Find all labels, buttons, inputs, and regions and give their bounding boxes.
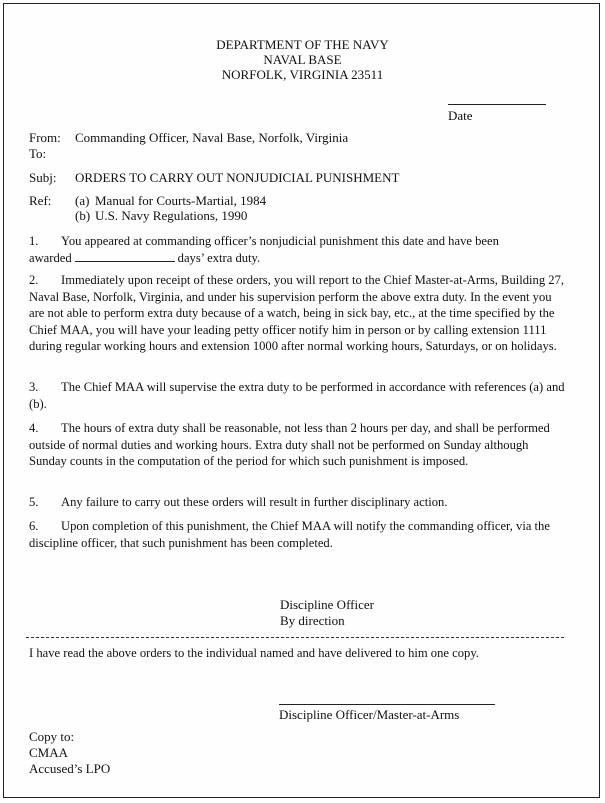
days-blank-field[interactable] [75,250,175,262]
paragraph-2-text: Immediately upon receipt of these orders, you will report to the Chief Master-at-Arms, Building 27, Naval Base, Norfolk, Virginia, and under his supervision perform the above extra duty. In the event you are not able to perform extra duty because of a watch, being in sick bay, etc., at the time specified by the Chief MAA, you will have your leading petty officer notify him in person or by calling extension 1111 during regular working hours and extension 1000 after normal working hours, Saturdays, or on holidays. [29,273,565,354]
paragraph-1-number: 1. [29,234,39,248]
ref-label: Ref: [29,193,52,208]
cut-line-divider [26,637,564,638]
ref-b-marker: (b) [75,208,91,223]
copy-to-recipient: CMAA [29,745,69,760]
paragraph-4 [29,420,569,470]
paragraph-3-text: The Chief MAA will supervise the extra duty to be performed in accordance with references (a) and (b). [29,380,565,411]
signature-line [279,704,495,705]
paragraph-1-awarded: awarded [29,250,72,265]
letterhead-department: DEPARTMENT OF THE NAVY [216,37,389,52]
to-label: To: [29,146,47,161]
paragraph-1-text: You appeared at commanding officer’s nonjudicial punishment this date and have been [61,234,499,248]
paragraph-6-text: Upon completion of this punishment, the Chief MAA will notify the commanding officer, via the discipline officer, that such punishment has been completed. [29,519,550,550]
paragraph-1 [29,233,569,266]
acknowledgement-text: I have read the above orders to the individual named and have delivered to him one copy. [29,646,479,660]
ref-b-text: U.S. Navy Regulations, 1990 [95,208,248,223]
copy-to-label: Copy to: [29,729,75,744]
signature-subtitle: By direction [280,613,345,628]
paragraph-3-number: 3. [29,380,39,394]
ref-row-b [29,208,247,224]
ref-row-a [29,193,266,209]
paragraph-5-text: Any failure to carry out these orders will result in further disciplinary action. [61,495,448,509]
paragraph-5-number: 5. [29,495,39,509]
from-label: From: [29,130,61,145]
ref-a-text: Manual for Courts-Martial, 1984 [95,193,267,208]
paragraph-3 [29,379,569,412]
letterhead-address: NORFOLK, VIRGINIA 23511 [221,67,384,82]
paragraph-1-days: days’ extra duty. [177,250,261,265]
from-value: Commanding Officer, Naval Base, Norfolk, Virginia [75,130,349,145]
from-row [29,130,348,146]
signature-title: Discipline Officer [280,597,374,612]
date-line [448,104,546,105]
paragraph-5 [29,494,569,511]
date-label: Date [448,108,473,123]
copy-to-recipient: Accused’s LPO [29,761,111,776]
paragraph-4-text: The hours of extra duty shall be reasonable, not less than 2 hours per day, and shall be performed outside of normal duties and working hours. Extra duty shall not be performed on Sunday although Sunday counts in the computation of the period for which such punishment is imposed. [29,421,550,469]
subject-row [29,170,399,186]
paragraph-2 [29,272,569,355]
subject-value: ORDERS TO CARRY OUT NONJUDICIAL PUNISHMENT [75,170,400,185]
second-signature-label: Discipline Officer/Master-at-Arms [279,707,460,722]
to-row [29,146,75,162]
letterhead-base: NAVAL BASE [263,52,342,67]
ref-a-marker: (a) [75,193,90,208]
subject-label: Subj: [29,170,57,185]
paragraph-6 [29,518,569,551]
paragraph-6-number: 6. [29,519,39,533]
paragraph-4-number: 4. [29,421,39,435]
paragraph-2-number: 2. [29,273,39,287]
